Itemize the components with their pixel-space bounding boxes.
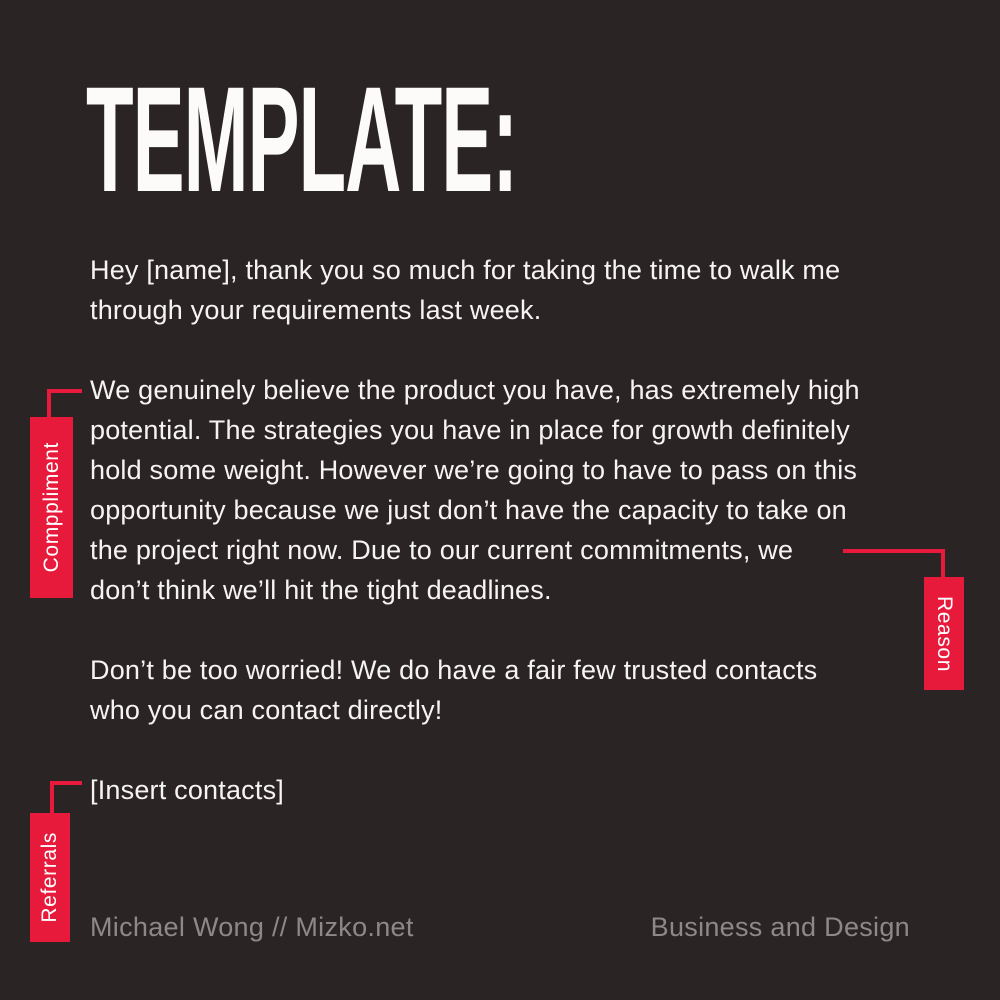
template-body-text [90,250,920,850]
footer-author-credit: Michael Wong // Mizko.net [90,912,414,942]
referrals-connector-vertical [50,781,54,813]
text-line: through your requirements last week. [90,295,542,325]
text-line: Don’t be too worried! We do have a fair few trusted contacts [90,655,818,685]
text-line: [Insert contacts] [90,775,284,805]
referrals-tag-label: Referrals [38,832,61,923]
reason-connector-horizontal [843,549,945,553]
reason-tag-label: Reason [933,595,956,672]
annotation-tag-referrals [30,813,70,942]
compliment-connector-horizontal [47,389,82,393]
text-line: don’t think we’ll hit the tight deadlines. [90,575,552,605]
reason-connector-vertical [941,549,945,577]
compliment-tag-label: Comppliment [39,442,63,573]
paragraph-referral [90,650,920,730]
text-line: hold some weight. However we’re going to have to pass on this [90,455,858,485]
text-line: the project right now. Due to our current commitments, we [90,535,794,565]
page-title: TEMPLATE: [86,55,518,223]
text-line: who you can contact directly! [90,695,443,725]
paragraph-greeting [90,250,920,330]
compliment-connector-vertical [47,389,51,417]
text-line: We genuinely believe the product you have, has extremely high [90,375,860,405]
text-line: potential. The strategies you have in place for growth definitely [90,415,850,445]
footer-category-label: Business and Design [650,912,910,942]
text-line: opportunity because we just don’t have the capacity to take on [90,495,847,525]
paragraph-insert-contacts [90,770,920,810]
annotation-tag-compliment [30,417,73,598]
referrals-connector-horizontal [50,781,82,785]
paragraph-compliment [90,370,920,610]
annotation-tag-reason [924,577,964,690]
text-line: Hey [name], thank you so much for taking the time to walk me [90,255,841,285]
